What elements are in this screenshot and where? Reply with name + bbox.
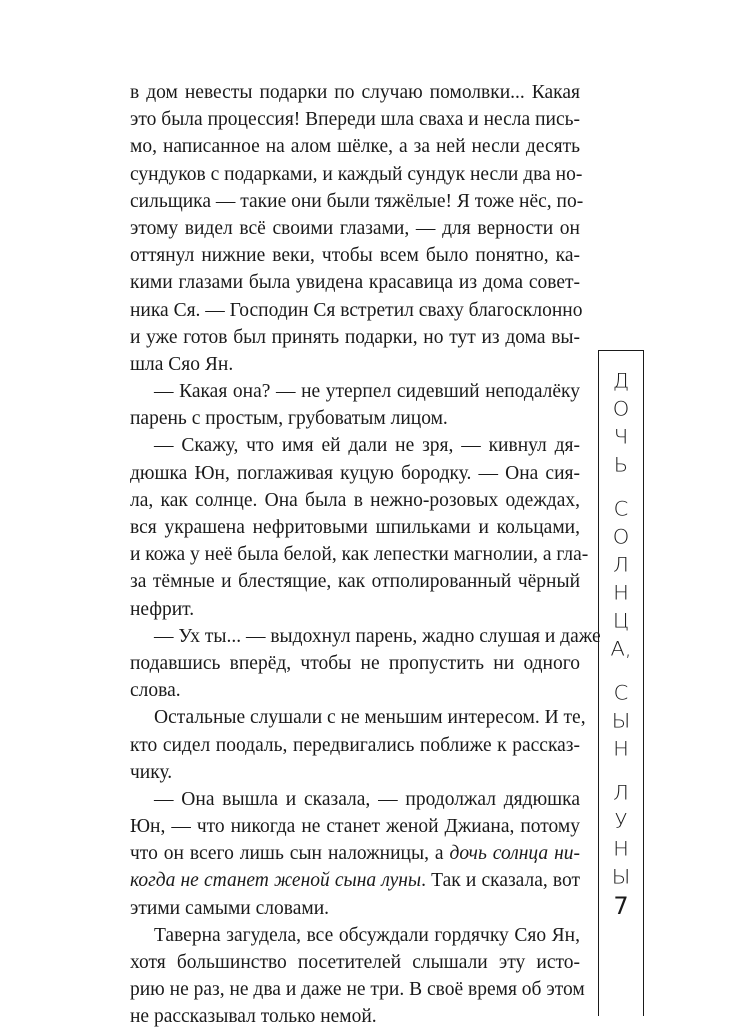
text-line: оттянул нижние веки, чтобы всем было понятно, ка-: [130, 245, 580, 267]
text-line: в дом невесты подарки по случаю помолвки... Какая: [130, 82, 580, 103]
text-line: дюшка Юн, поглаживая куцую бородку. — Она сия-: [130, 462, 580, 484]
text-line: — Ух ты... — выдохнул парень, жадно слушая и даже: [154, 625, 601, 647]
text-line: кто сидел поодаль, передвигались поближе к рассказ-: [130, 734, 580, 756]
text-line: и кожа у неё была белой, как лепестки магнолии, а гла-: [130, 544, 589, 566]
text-line: не рассказывал только немой.: [130, 1006, 377, 1028]
text-line: этому видел всё своими глазами, — для верности он: [130, 217, 580, 239]
running-title-letter: Ц: [612, 609, 630, 633]
running-title-letter: О: [612, 397, 630, 421]
text-line: кими глазами была увидена красавица из дома совет-: [130, 272, 580, 294]
running-title-letter: С: [613, 681, 629, 705]
running-title-letter: Л: [613, 553, 629, 577]
running-title-word: [612, 679, 631, 763]
text-line: Остальные слушали с не меньшим интересом. И те,: [154, 707, 586, 729]
text-line: и уже готов был принять подарки, но тут из дома вы-: [130, 326, 580, 348]
running-title-frame: [598, 350, 644, 1016]
text-line: вся украшена нефритовыми шпильками и кольцами,: [130, 517, 580, 538]
running-title-word: [613, 367, 630, 479]
text-line: это была процессия! Впереди шла сваха и несла пись-: [130, 109, 580, 131]
italic-fragment: дочь солнца ни-: [449, 843, 580, 865]
text-line: парень с простым, грубоватым лицом.: [130, 408, 448, 430]
text-line: Юн, — что никогда не станет женой Джиана, потому: [130, 816, 580, 838]
text-line: ла, как солнце. Она была в нежно-розовых одеждах,: [130, 489, 580, 511]
running-title-letter: У: [614, 809, 628, 833]
text-line: слова.: [130, 680, 181, 702]
running-title-word: [610, 495, 631, 663]
running-title-letter: Д: [612, 369, 630, 393]
page-number: 7: [613, 892, 629, 920]
running-title-letter: Н: [613, 581, 629, 605]
text-fragment: что он всего лишь сын наложницы, а: [130, 843, 450, 865]
running-title-letter: О: [612, 525, 630, 549]
running-title-letter: Ь: [613, 453, 629, 477]
text-line: ника Ся. — Господин Ся встретил сваху благосклонно: [130, 299, 583, 321]
text-line: — Скажу, что имя ей дали не зря, — кивнул дя-: [154, 435, 580, 457]
running-title: [599, 367, 643, 907]
text-line: за тёмные и блестящие, как отполированный чёрный: [130, 571, 580, 593]
text-line: сильщика — такие они были тяжёлые! Я тоже нёс, по-: [130, 190, 584, 212]
text-line: подавшись вперёд, чтобы не пропустить ни одного: [130, 652, 580, 674]
running-title-letter: Н: [613, 737, 629, 761]
text-fragment: . Так и сказала, вот: [421, 870, 581, 892]
text-line: — Она вышла и сказала, — продолжал дядюшка: [154, 788, 580, 810]
running-title-letter: С: [613, 497, 629, 521]
text-line: [130, 867, 580, 894]
running-title-letter: Л: [613, 781, 629, 805]
running-title-letter: Ы: [611, 865, 631, 889]
text-line: мо, написанное на алом шёлке, а за ней несли десять: [130, 136, 580, 158]
text-line: сундуков с подарками, и каждый сундук несли два но-: [130, 163, 583, 185]
running-title-letter: Н: [613, 837, 629, 861]
running-title-word: [612, 779, 631, 891]
text-line: чику.: [130, 761, 173, 783]
running-title-letter: Ч: [613, 425, 629, 449]
text-line: хотя большинство посетителей слышали эту исто-: [130, 952, 580, 973]
text-line: шла Сяо Ян.: [130, 353, 234, 375]
body-text: [130, 79, 601, 1031]
text-line: — Какая она? — не утерпел сидевший неподалёку: [154, 381, 580, 403]
running-title-letter: А,: [610, 637, 632, 661]
text-line: нефрит.: [130, 598, 195, 620]
text-line: рию не раз, не два и даже не три. В своё время об этом: [130, 979, 585, 1001]
text-line: Таверна загудела, все обсуждали гордячку Сяо Ян,: [154, 924, 580, 946]
text-line: [130, 840, 580, 867]
text-line: этими самыми словами.: [130, 897, 330, 919]
running-title-letter: Ы: [611, 709, 631, 733]
italic-fragment: когда не станет женой сына луны: [130, 870, 422, 892]
